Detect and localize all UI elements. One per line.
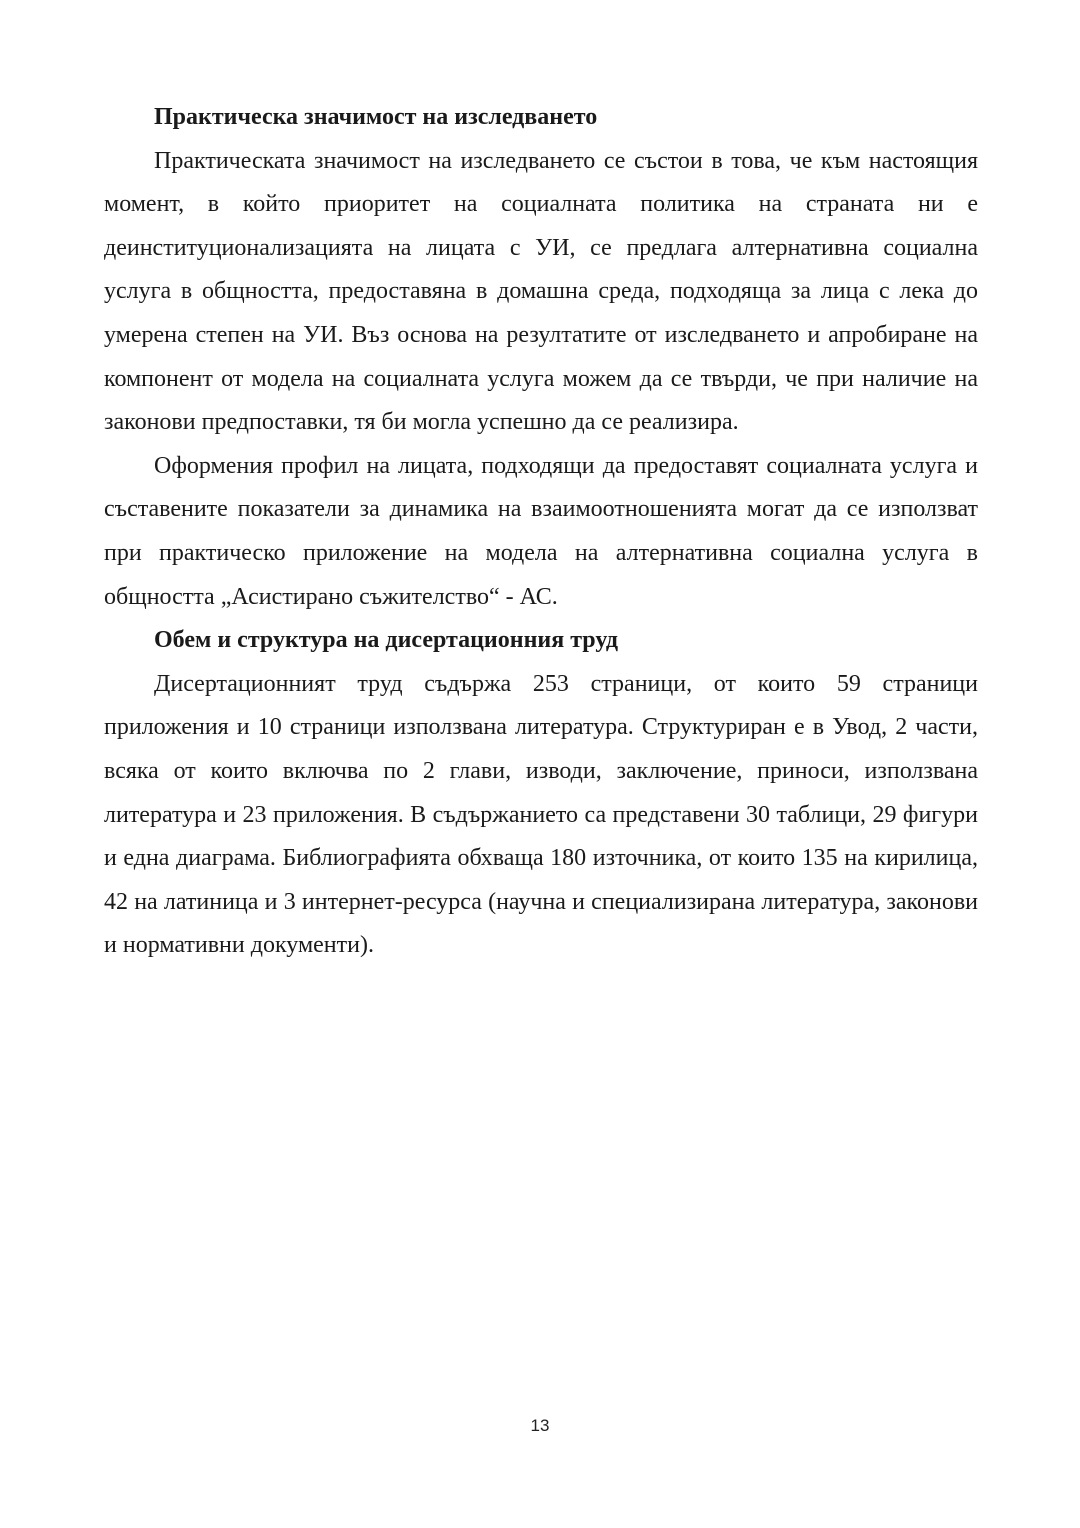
body-paragraph: Практическата значимост на изследването се състои в това, че към настоящия момент, в който приоритет на социалната политика на страната ни е деинституционализацията на лицата с УИ, се предлага алтернативна социална услуга в общността, предоставяна в домашна среда, подходяща за лица с лека до умерена степен на УИ. Въз основа на резултатите от изследването и апробиране на компонент от модела на социалната услуга можем да се твърди, че при наличие на законови предпоставки, тя би могла успешно да се реализира.: [104, 147, 978, 436]
body-paragraph: Оформения профил на лицата, подходящи да предоставят социалната услуга и съставените показатели за динамика на взаимоотношенията могат да се използват при практическо приложение на модела на алтернативна социална услуга в общността „Асистирано съжителство“ - АС.: [104, 452, 978, 610]
page-number: 13: [530, 1416, 550, 1435]
page-content: [104, 96, 978, 968]
body-paragraph: Дисертационният труд съдържа 253 страници, от които 59 страници приложения и 10 страници използвана литература. Структуриран е в Увод, 2 части, всяка от които включва по 2 глави, изводи, заключение, приноси, използвана литература и 23 приложения. В съдържанието са представени 30 таблици, 29 фигури и една диаграма. Библиографията обхваща 180 източника, от които 135 на кирилица, 42 на латиница и 3 интернет-ресурса (научна и специализирана литература, законови и нормативни документи).: [104, 670, 978, 959]
section-heading: Обем и структура на дисертационния труд: [154, 627, 618, 654]
section-heading: Практическа значимост на изследването: [154, 104, 598, 130]
section-practical-significance: [104, 96, 978, 619]
section-volume-structure: [104, 619, 978, 968]
